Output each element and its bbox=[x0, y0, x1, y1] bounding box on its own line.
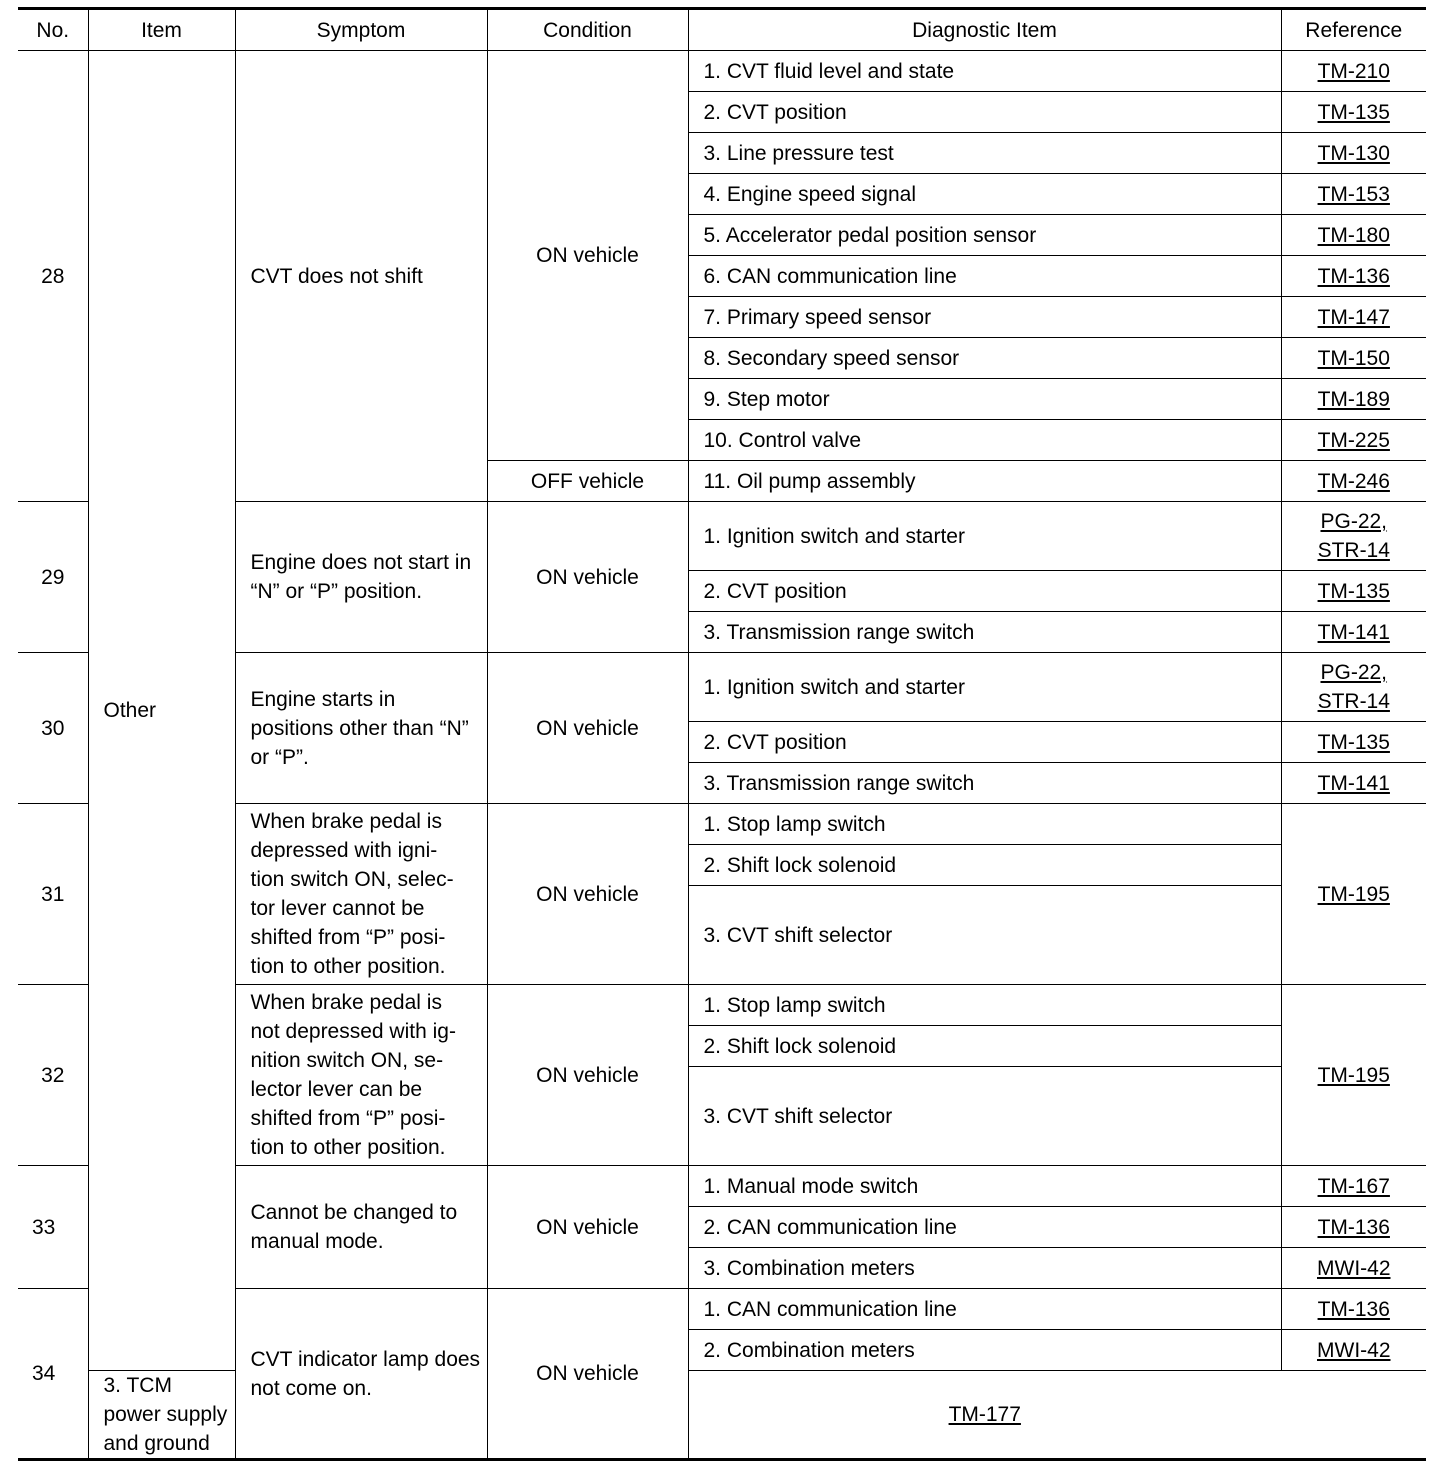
diagnostic-table bbox=[18, 7, 1426, 1461]
row-no-30: 30 bbox=[18, 653, 88, 804]
reference-link[interactable]: TM-195 bbox=[1281, 804, 1426, 985]
diagnostic-item: 1. Stop lamp switch bbox=[688, 804, 1281, 845]
header-condition: Condition bbox=[487, 9, 688, 51]
diagnostic-item: 5. Accelerator pedal position sensor bbox=[688, 215, 1281, 256]
reference-link[interactable]: TM-147 bbox=[1281, 297, 1426, 338]
symptom-34: CVT indicator lamp does not come on. bbox=[235, 1289, 487, 1460]
condition-30: ON vehicle bbox=[487, 653, 688, 804]
reference-link[interactable]: TM-167 bbox=[1281, 1166, 1426, 1207]
row-no-33: 33 bbox=[18, 1166, 88, 1289]
header-reference: Reference bbox=[1281, 9, 1426, 51]
symptom-line: lector lever can be bbox=[250, 1078, 423, 1101]
diagnostic-table-page bbox=[18, 7, 1426, 1461]
diagnostic-item: 11. Oil pump assembly bbox=[688, 461, 1281, 502]
reference-link[interactable]: TM-150 bbox=[1281, 338, 1426, 379]
symptom-28: CVT does not shift bbox=[235, 51, 487, 502]
diagnostic-item: 10. Control valve bbox=[688, 420, 1281, 461]
symptom-line: tion to other position. bbox=[250, 1136, 446, 1159]
diagnostic-item: 3. Line pressure test bbox=[688, 133, 1281, 174]
diagnostic-item: 4. Engine speed signal bbox=[688, 174, 1281, 215]
reference-link[interactable]: TM-136 bbox=[1281, 1289, 1426, 1330]
symptom-29: Engine does not start in “N” or “P” position. bbox=[235, 502, 487, 653]
row-no-34: 34 bbox=[18, 1289, 88, 1460]
symptom-line: shifted from “P” posi- bbox=[250, 1107, 446, 1130]
symptom-line: When brake pedal is bbox=[250, 991, 442, 1014]
diagnostic-item: 2. CAN communication line bbox=[688, 1207, 1281, 1248]
condition-28-off: OFF vehicle bbox=[487, 461, 688, 502]
row-no-31: 31 bbox=[18, 804, 88, 985]
reference-link[interactable]: TM-180 bbox=[1281, 215, 1426, 256]
reference-link[interactable]: TM-135 bbox=[1281, 92, 1426, 133]
symptom-line: nition switch ON, se- bbox=[250, 1049, 444, 1072]
diagnostic-item: 1. Ignition switch and starter bbox=[688, 502, 1281, 571]
symptom-33: Cannot be changed to manual mode. bbox=[235, 1166, 487, 1289]
diagnostic-item: 9. Step motor bbox=[688, 379, 1281, 420]
reference-link[interactable]: TM-177 bbox=[688, 1371, 1281, 1460]
condition-29: ON vehicle bbox=[487, 502, 688, 653]
symptom-line: not depressed with ig- bbox=[250, 1020, 456, 1043]
header-item: Item bbox=[88, 9, 235, 51]
reference-link[interactable]: TM-210 bbox=[1281, 51, 1426, 92]
symptom-31 bbox=[235, 804, 487, 985]
reference-line[interactable]: STR-14 bbox=[1317, 690, 1390, 713]
reference-link[interactable]: TM-135 bbox=[1281, 722, 1426, 763]
diagnostic-item: 1. CVT fluid level and state bbox=[688, 51, 1281, 92]
reference-link[interactable]: TM-246 bbox=[1281, 461, 1426, 502]
symptom-line: When brake pedal is bbox=[250, 810, 442, 833]
reference-line[interactable]: STR-14 bbox=[1317, 539, 1390, 562]
diagnostic-item: 3. Transmission range switch bbox=[688, 763, 1281, 804]
diagnostic-item: 8. Secondary speed sensor bbox=[688, 338, 1281, 379]
diagnostic-item: 1. CAN communication line bbox=[688, 1289, 1281, 1330]
reference-link[interactable]: TM-136 bbox=[1281, 1207, 1426, 1248]
diagnostic-item: 3. CVT shift selector bbox=[688, 1067, 1281, 1166]
diagnostic-item: 2. CVT position bbox=[688, 571, 1281, 612]
diagnostic-item: 3. Combination meters bbox=[688, 1248, 1281, 1289]
diagnostic-item: 1. Stop lamp switch bbox=[688, 985, 1281, 1026]
table-row bbox=[18, 51, 1426, 92]
condition-28-on: ON vehicle bbox=[487, 51, 688, 461]
symptom-line: shifted from “P” posi- bbox=[250, 926, 446, 949]
diagnostic-item: 3. CVT shift selector bbox=[688, 886, 1281, 985]
symptom-32 bbox=[235, 985, 487, 1166]
diagnostic-item: 2. Shift lock solenoid bbox=[688, 845, 1281, 886]
reference-link[interactable]: TM-130 bbox=[1281, 133, 1426, 174]
row-no-28: 28 bbox=[18, 51, 88, 502]
header-row bbox=[18, 9, 1426, 51]
symptom-line: depressed with igni- bbox=[250, 839, 438, 862]
condition-31: ON vehicle bbox=[487, 804, 688, 985]
reference-link[interactable]: TM-135 bbox=[1281, 571, 1426, 612]
item-cell: Other bbox=[88, 51, 235, 1371]
diagnostic-item: 3. TCM power supply and ground bbox=[88, 1371, 235, 1460]
header-diagnostic-item: Diagnostic Item bbox=[688, 9, 1281, 51]
diagnostic-item: 2. CVT position bbox=[688, 722, 1281, 763]
condition-34: ON vehicle bbox=[487, 1289, 688, 1460]
header-symptom: Symptom bbox=[235, 9, 487, 51]
diagnostic-item: 7. Primary speed sensor bbox=[688, 297, 1281, 338]
reference-link[interactable]: TM-141 bbox=[1281, 612, 1426, 653]
table-row bbox=[18, 1371, 1426, 1460]
symptom-line: tion to other position. bbox=[250, 955, 446, 978]
diagnostic-item: 6. CAN communication line bbox=[688, 256, 1281, 297]
header-no: No. bbox=[18, 9, 88, 51]
diagnostic-item: 2. CVT position bbox=[688, 92, 1281, 133]
reference-link[interactable]: MWI-42 bbox=[1281, 1330, 1426, 1371]
reference-link[interactable]: TM-225 bbox=[1281, 420, 1426, 461]
reference-link[interactable] bbox=[1281, 653, 1426, 722]
reference-link[interactable]: TM-136 bbox=[1281, 256, 1426, 297]
diagnostic-item: 2. Shift lock solenoid bbox=[688, 1026, 1281, 1067]
reference-line[interactable]: PG-22, bbox=[1320, 510, 1388, 533]
row-no-29: 29 bbox=[18, 502, 88, 653]
condition-32: ON vehicle bbox=[487, 985, 688, 1166]
diagnostic-item: 1. Ignition switch and starter bbox=[688, 653, 1281, 722]
reference-link[interactable] bbox=[1281, 502, 1426, 571]
diagnostic-item: 1. Manual mode switch bbox=[688, 1166, 1281, 1207]
symptom-line: tion switch ON, selec- bbox=[250, 868, 454, 891]
reference-link[interactable]: MWI-42 bbox=[1281, 1248, 1426, 1289]
reference-link[interactable]: TM-189 bbox=[1281, 379, 1426, 420]
symptom-30: Engine starts in positions other than “N” or “P”. bbox=[235, 653, 487, 804]
symptom-line: tor lever cannot be bbox=[250, 897, 425, 920]
reference-link[interactable]: TM-153 bbox=[1281, 174, 1426, 215]
reference-line[interactable]: PG-22, bbox=[1320, 661, 1388, 684]
row-no-32: 32 bbox=[18, 985, 88, 1166]
diagnostic-item: 3. Transmission range switch bbox=[688, 612, 1281, 653]
reference-link[interactable]: TM-195 bbox=[1281, 985, 1426, 1166]
reference-link[interactable]: TM-141 bbox=[1281, 763, 1426, 804]
diagnostic-item: 2. Combination meters bbox=[688, 1330, 1281, 1371]
condition-33: ON vehicle bbox=[487, 1166, 688, 1289]
